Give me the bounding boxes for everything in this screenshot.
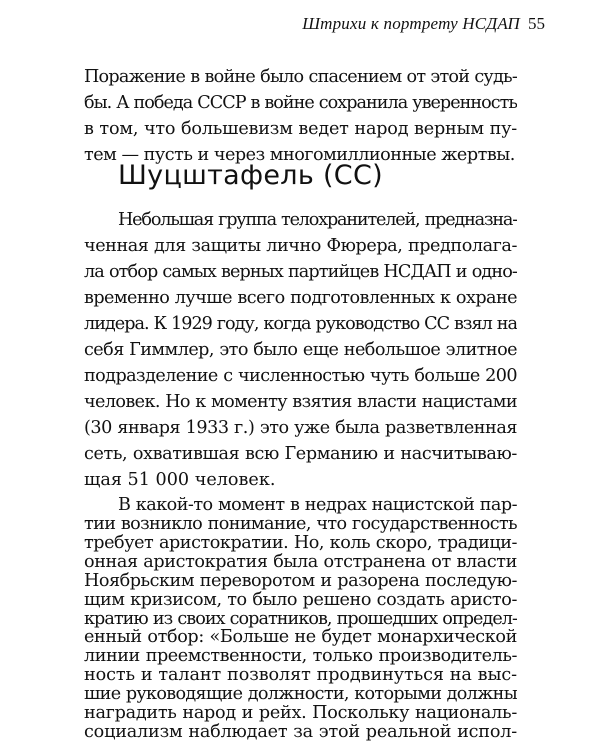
paragraph-line: наградить народ и рейх. Поскольку националь-: [84, 703, 517, 724]
paragraph-line: Ноябрьским переворотом и разорена последую-: [84, 570, 517, 591]
page-number: 55: [528, 14, 545, 33]
paragraph-line: ность и талант позволят продвинуться на выс-: [84, 665, 517, 686]
paragraph-line: (30 января 1933 г.) это уже была разветвленная: [84, 418, 517, 438]
section-heading: Шуцштафель (СС): [118, 160, 383, 191]
paragraph-line: лидера. К 1929 году, когда руководство СС взял на: [84, 314, 517, 334]
paragraph-line: енный отбор: «Больше не будет монархической: [84, 627, 517, 648]
running-title: Штрихи к портрету НСДАП: [302, 14, 520, 33]
paragraph-line: тии возникло понимание, что государственность: [84, 513, 517, 534]
paragraph-line: требует аристократии. Но, коль скоро, традици-: [84, 532, 517, 553]
paragraph-line: шие руководящие должности, которыми должны: [84, 684, 517, 705]
intro-line: Поражение в войне было спасением от этой судь-: [84, 67, 517, 87]
paragraph-line: ла отбор самых верных партийцев НСДАП и одно-: [84, 262, 517, 282]
paragraph-line: подразделение с численностью чуть больше 200: [84, 366, 517, 386]
intro-line: тем — пусть и через многомиллионные жертвы.: [84, 145, 515, 165]
paragraph-line: щим кризисом, то было решено создать аристо-: [84, 589, 517, 610]
paragraph-line: временно лучше всего подготовленных к охране: [84, 288, 517, 308]
paragraph-line: кратию из своих соратников, прошедших определ-: [84, 608, 517, 629]
paragraph-line: себя Гиммлер, это было еще небольшое элитное: [84, 340, 517, 360]
paragraph-line: ченная для защиты лично Фюрера, предполага-: [84, 236, 517, 256]
paragraph-line: Небольшая группа телохранителей, предназна-: [118, 210, 517, 230]
intro-line: бы. А победа СССР в войне сохранила уверенность: [84, 93, 517, 113]
paragraph-line: щая 51 000 человек.: [84, 470, 276, 490]
paragraph-line: сеть, охватившая всю Германию и насчитываю-: [84, 444, 517, 464]
paragraph-line: В какой-то момент в недрах нацистской пар-: [118, 495, 517, 515]
paragraph-line: человек. Но к моменту взятия власти нацистами: [84, 392, 517, 412]
paragraph-line: линии преемственности, только производитель-: [84, 646, 517, 667]
paragraph-line: социализм наблюдает за этой реальной испол-: [84, 722, 517, 742]
intro-line: в том, что большевизм ведет народ верным пу-: [84, 119, 517, 139]
paragraph-line: онная аристократия была отстранена от власти: [84, 551, 517, 572]
